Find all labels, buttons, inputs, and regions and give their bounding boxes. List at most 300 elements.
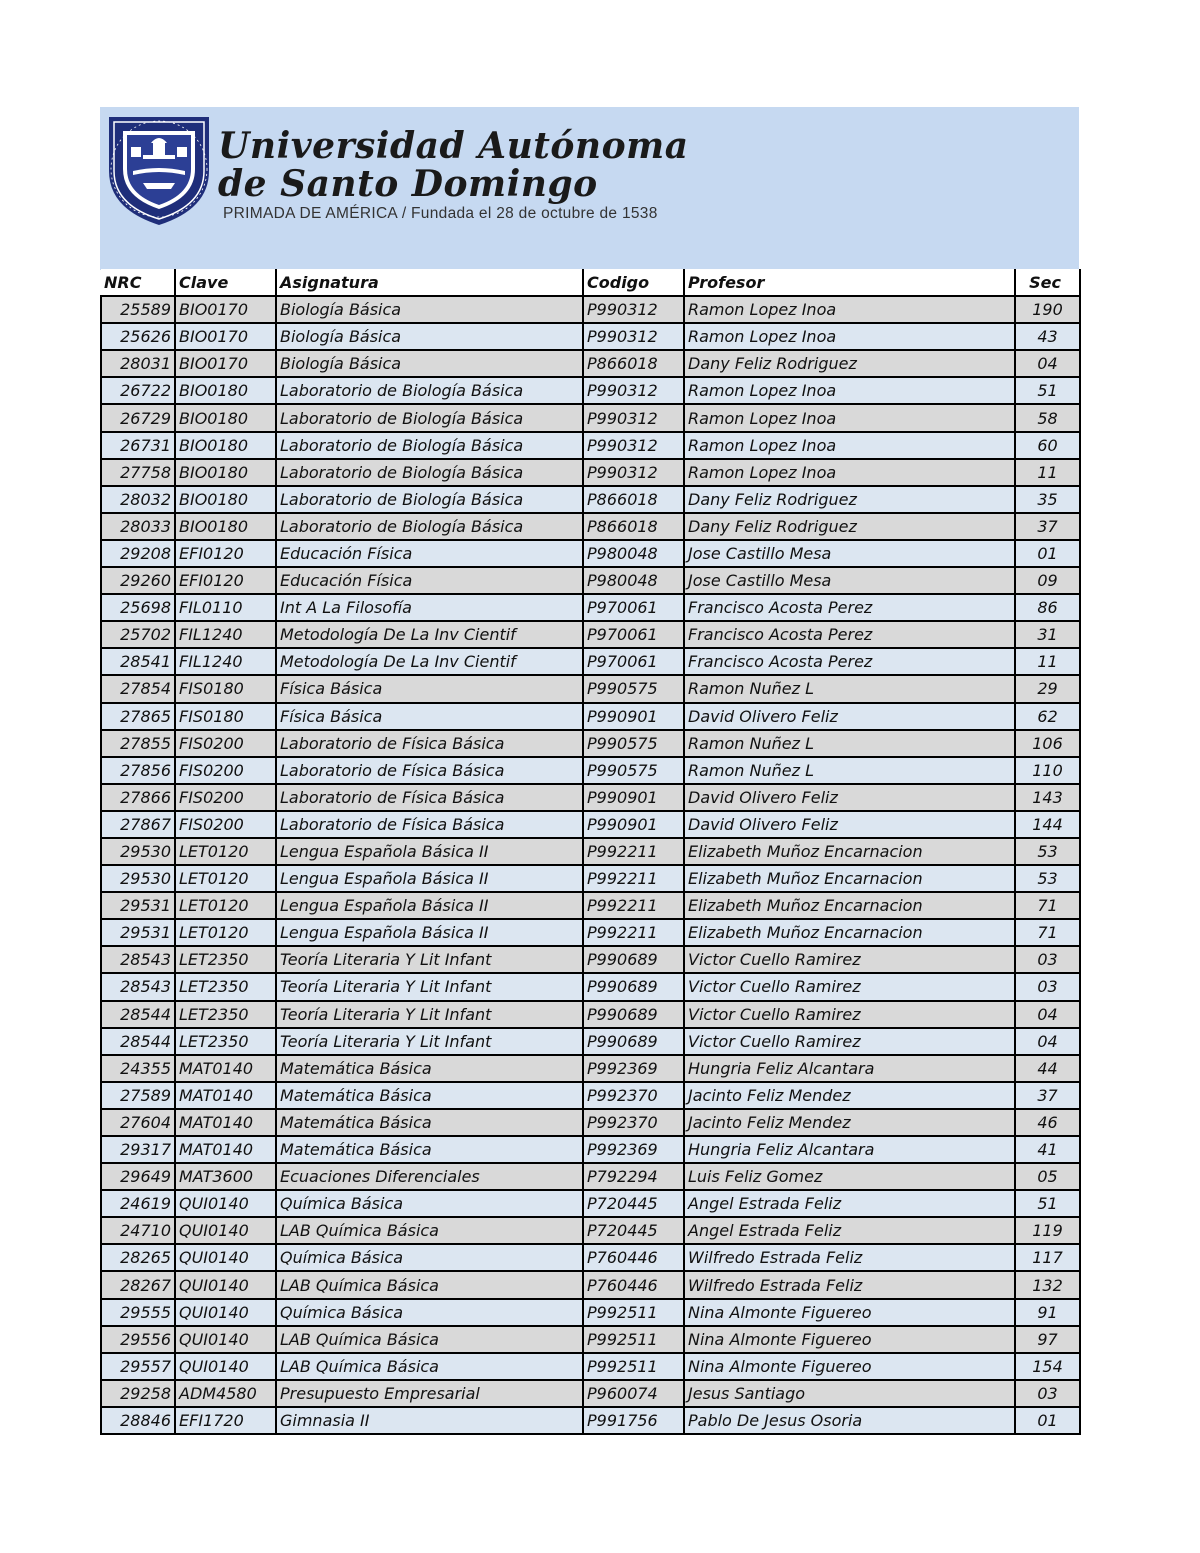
cell-clave: EFI0120 [175, 567, 276, 594]
cell-asignatura: Física Básica [276, 703, 583, 730]
cell-clave: LET0120 [175, 865, 276, 892]
cell-profesor: Ramon Lopez Inoa [684, 323, 1015, 350]
cell-sec: 86 [1015, 594, 1080, 621]
cell-codigo: P992511 [583, 1299, 684, 1326]
university-name-line2: de Santo Domingo [218, 163, 598, 205]
cell-asignatura: Teoría Literaria Y Lit Infant [276, 1028, 583, 1055]
cell-clave: QUI0140 [175, 1353, 276, 1380]
cell-profesor: Victor Cuello Ramirez [684, 1001, 1015, 1028]
cell-nrc: 25702 [101, 621, 175, 648]
cell-profesor: Nina Almonte Figuereo [684, 1326, 1015, 1353]
cell-asignatura: Laboratorio de Biología Básica [276, 513, 583, 540]
cell-sec: 04 [1015, 350, 1080, 377]
cell-codigo: P990312 [583, 296, 684, 323]
column-header-asignatura: Asignatura [276, 269, 583, 296]
table-row [101, 621, 1080, 648]
cell-sec: 46 [1015, 1109, 1080, 1136]
cell-codigo: P866018 [583, 486, 684, 513]
table-row [101, 1326, 1080, 1353]
cell-asignatura: Laboratorio de Física Básica [276, 784, 583, 811]
cell-profesor: Jose Castillo Mesa [684, 540, 1015, 567]
cell-profesor: Nina Almonte Figuereo [684, 1299, 1015, 1326]
cell-asignatura: Educación Física [276, 540, 583, 567]
cell-profesor: Ramon Lopez Inoa [684, 377, 1015, 404]
cell-clave: FIS0200 [175, 811, 276, 838]
cell-profesor: Dany Feliz Rodriguez [684, 350, 1015, 377]
cell-asignatura: Laboratorio de Física Básica [276, 757, 583, 784]
cell-codigo: P992370 [583, 1082, 684, 1109]
table-row [101, 1001, 1080, 1028]
table-row [101, 1136, 1080, 1163]
cell-nrc: 27589 [101, 1082, 175, 1109]
cell-sec: 03 [1015, 973, 1080, 1000]
cell-profesor: Angel Estrada Feliz [684, 1190, 1015, 1217]
table-row [101, 1353, 1080, 1380]
cell-codigo: P760446 [583, 1271, 684, 1298]
cell-profesor: Dany Feliz Rodriguez [684, 513, 1015, 540]
cell-profesor: Francisco Acosta Perez [684, 621, 1015, 648]
cell-codigo: P970061 [583, 621, 684, 648]
university-seal-icon [103, 109, 215, 229]
cell-codigo: P760446 [583, 1244, 684, 1271]
table-row [101, 648, 1080, 675]
cell-nrc: 29557 [101, 1353, 175, 1380]
cell-codigo: P720445 [583, 1190, 684, 1217]
cell-codigo: P992211 [583, 919, 684, 946]
cell-asignatura: Presupuesto Empresarial [276, 1380, 583, 1407]
cell-asignatura: Ecuaciones Diferenciales [276, 1163, 583, 1190]
cell-codigo: P990901 [583, 784, 684, 811]
cell-sec: 110 [1015, 757, 1080, 784]
cell-sec: 11 [1015, 459, 1080, 486]
table-row [101, 973, 1080, 1000]
cell-sec: 44 [1015, 1055, 1080, 1082]
cell-nrc: 28846 [101, 1407, 175, 1434]
cell-clave: LET0120 [175, 919, 276, 946]
cell-codigo: P992511 [583, 1353, 684, 1380]
cell-nrc: 29258 [101, 1380, 175, 1407]
table-row [101, 459, 1080, 486]
cell-clave: BIO0170 [175, 296, 276, 323]
cell-clave: MAT0140 [175, 1055, 276, 1082]
table-row [101, 757, 1080, 784]
cell-codigo: P992211 [583, 865, 684, 892]
table-row [101, 1380, 1080, 1407]
cell-asignatura: Matemática Básica [276, 1082, 583, 1109]
cell-profesor: Ramon Lopez Inoa [684, 459, 1015, 486]
cell-profesor: Elizabeth Muñoz Encarnacion [684, 892, 1015, 919]
cell-sec: 60 [1015, 432, 1080, 459]
cell-sec: 29 [1015, 675, 1080, 702]
cell-asignatura: Laboratorio de Física Básica [276, 730, 583, 757]
cell-profesor: Francisco Acosta Perez [684, 648, 1015, 675]
cell-codigo: P960074 [583, 1380, 684, 1407]
cell-codigo: P970061 [583, 648, 684, 675]
table-row [101, 838, 1080, 865]
university-name-line1: Universidad Autónoma [218, 125, 689, 167]
cell-sec: 190 [1015, 296, 1080, 323]
cell-asignatura: Int A La Filosofía [276, 594, 583, 621]
cell-nrc: 28543 [101, 946, 175, 973]
cell-codigo: P970061 [583, 594, 684, 621]
cell-sec: 119 [1015, 1217, 1080, 1244]
cell-sec: 04 [1015, 1028, 1080, 1055]
table-row [101, 540, 1080, 567]
cell-profesor: Jesus Santiago [684, 1380, 1015, 1407]
cell-nrc: 28033 [101, 513, 175, 540]
cell-asignatura: Matemática Básica [276, 1136, 583, 1163]
cell-codigo: P990901 [583, 703, 684, 730]
cell-clave: MAT0140 [175, 1082, 276, 1109]
cell-nrc: 27758 [101, 459, 175, 486]
cell-sec: 09 [1015, 567, 1080, 594]
table-body [101, 296, 1080, 1434]
cell-asignatura: LAB Química Básica [276, 1217, 583, 1244]
cell-asignatura: Laboratorio de Biología Básica [276, 432, 583, 459]
cell-codigo: P990575 [583, 757, 684, 784]
cell-codigo: P990575 [583, 675, 684, 702]
cell-clave: LET2350 [175, 1001, 276, 1028]
cell-profesor: Jacinto Feliz Mendez [684, 1109, 1015, 1136]
cell-clave: MAT0140 [175, 1109, 276, 1136]
table-row [101, 865, 1080, 892]
column-header-nrc: NRC [101, 269, 175, 296]
cell-nrc: 27865 [101, 703, 175, 730]
table-row [101, 1109, 1080, 1136]
cell-nrc: 28544 [101, 1001, 175, 1028]
cell-profesor: Francisco Acosta Perez [684, 594, 1015, 621]
cell-codigo: P866018 [583, 513, 684, 540]
cell-nrc: 25698 [101, 594, 175, 621]
cell-clave: QUI0140 [175, 1271, 276, 1298]
cell-clave: ADM4580 [175, 1380, 276, 1407]
table-row [101, 730, 1080, 757]
table-row [101, 323, 1080, 350]
cell-clave: FIS0200 [175, 757, 276, 784]
cell-sec: 51 [1015, 1190, 1080, 1217]
table-row [101, 1190, 1080, 1217]
cell-profesor: Ramon Nuñez L [684, 730, 1015, 757]
table-row [101, 1407, 1080, 1434]
cell-sec: 53 [1015, 838, 1080, 865]
cell-clave: LET0120 [175, 838, 276, 865]
cell-codigo: P992370 [583, 1109, 684, 1136]
cell-profesor: Angel Estrada Feliz [684, 1217, 1015, 1244]
cell-codigo: P990689 [583, 973, 684, 1000]
cell-clave: MAT0140 [175, 1136, 276, 1163]
cell-nrc: 27866 [101, 784, 175, 811]
cell-nrc: 29317 [101, 1136, 175, 1163]
cell-sec: 01 [1015, 1407, 1080, 1434]
cell-profesor: Ramon Nuñez L [684, 675, 1015, 702]
cell-sec: 106 [1015, 730, 1080, 757]
table-row [101, 919, 1080, 946]
cell-nrc: 25589 [101, 296, 175, 323]
cell-nrc: 27856 [101, 757, 175, 784]
cell-codigo: P991756 [583, 1407, 684, 1434]
table-row [101, 567, 1080, 594]
cell-asignatura: Química Básica [276, 1190, 583, 1217]
cell-sec: 05 [1015, 1163, 1080, 1190]
cell-profesor: Hungria Feliz Alcantara [684, 1055, 1015, 1082]
cell-sec: 01 [1015, 540, 1080, 567]
cell-sec: 144 [1015, 811, 1080, 838]
cell-clave: QUI0140 [175, 1326, 276, 1353]
cell-clave: FIL0110 [175, 594, 276, 621]
cell-sec: 37 [1015, 1082, 1080, 1109]
cell-nrc: 25626 [101, 323, 175, 350]
cell-clave: FIS0200 [175, 730, 276, 757]
cell-codigo: P990312 [583, 323, 684, 350]
cell-clave: LET0120 [175, 892, 276, 919]
cell-clave: BIO0170 [175, 323, 276, 350]
cell-nrc: 29530 [101, 865, 175, 892]
university-header [100, 107, 1079, 270]
column-header-codigo: Codigo [583, 269, 684, 296]
cell-nrc: 29555 [101, 1299, 175, 1326]
cell-clave: EFI0120 [175, 540, 276, 567]
cell-nrc: 28543 [101, 973, 175, 1000]
cell-asignatura: Laboratorio de Física Básica [276, 811, 583, 838]
cell-clave: QUI0140 [175, 1244, 276, 1271]
cell-nrc: 26729 [101, 404, 175, 431]
cell-clave: FIL1240 [175, 648, 276, 675]
table-row [101, 350, 1080, 377]
cell-clave: FIS0200 [175, 784, 276, 811]
cell-nrc: 28265 [101, 1244, 175, 1271]
cell-clave: BIO0180 [175, 432, 276, 459]
cell-codigo: P992369 [583, 1055, 684, 1082]
cell-nrc: 29556 [101, 1326, 175, 1353]
cell-profesor: Ramon Nuñez L [684, 757, 1015, 784]
cell-asignatura: Física Básica [276, 675, 583, 702]
cell-asignatura: Lengua Española Básica II [276, 919, 583, 946]
cell-clave: LET2350 [175, 946, 276, 973]
cell-asignatura: Lengua Española Básica II [276, 865, 583, 892]
cell-profesor: Elizabeth Muñoz Encarnacion [684, 865, 1015, 892]
cell-nrc: 24355 [101, 1055, 175, 1082]
cell-nrc: 29208 [101, 540, 175, 567]
cell-profesor: Nina Almonte Figuereo [684, 1353, 1015, 1380]
cell-asignatura: LAB Química Básica [276, 1271, 583, 1298]
cell-codigo: P990312 [583, 377, 684, 404]
cell-sec: 41 [1015, 1136, 1080, 1163]
cell-nrc: 26731 [101, 432, 175, 459]
cell-profesor: Jose Castillo Mesa [684, 567, 1015, 594]
cell-asignatura: LAB Química Básica [276, 1353, 583, 1380]
cell-codigo: P990312 [583, 432, 684, 459]
table-row [101, 703, 1080, 730]
cell-codigo: P992211 [583, 892, 684, 919]
cell-clave: QUI0140 [175, 1190, 276, 1217]
cell-asignatura: Teoría Literaria Y Lit Infant [276, 1001, 583, 1028]
university-name [218, 127, 689, 203]
cell-sec: 154 [1015, 1353, 1080, 1380]
table-header-row [101, 269, 1080, 296]
table-row [101, 1163, 1080, 1190]
cell-asignatura: Química Básica [276, 1299, 583, 1326]
cell-profesor: David Olivero Feliz [684, 811, 1015, 838]
cell-clave: BIO0180 [175, 459, 276, 486]
table-row [101, 377, 1080, 404]
cell-profesor: Victor Cuello Ramirez [684, 1028, 1015, 1055]
table-row [101, 404, 1080, 431]
cell-sec: 51 [1015, 377, 1080, 404]
cell-asignatura: Laboratorio de Biología Básica [276, 404, 583, 431]
cell-asignatura: Química Básica [276, 1244, 583, 1271]
cell-nrc: 29531 [101, 892, 175, 919]
cell-sec: 132 [1015, 1271, 1080, 1298]
cell-profesor: David Olivero Feliz [684, 703, 1015, 730]
cell-nrc: 27855 [101, 730, 175, 757]
cell-codigo: P990312 [583, 404, 684, 431]
cell-sec: 143 [1015, 784, 1080, 811]
cell-asignatura: Lengua Española Básica II [276, 838, 583, 865]
table-row [101, 1271, 1080, 1298]
cell-clave: MAT3600 [175, 1163, 276, 1190]
cell-profesor: Hungria Feliz Alcantara [684, 1136, 1015, 1163]
cell-sec: 117 [1015, 1244, 1080, 1271]
cell-profesor: Jacinto Feliz Mendez [684, 1082, 1015, 1109]
cell-codigo: P720445 [583, 1217, 684, 1244]
cell-clave: FIS0180 [175, 703, 276, 730]
table-row [101, 296, 1080, 323]
cell-clave: QUI0140 [175, 1299, 276, 1326]
cell-sec: 31 [1015, 621, 1080, 648]
cell-codigo: P990901 [583, 811, 684, 838]
column-header-profesor: Profesor [684, 269, 1015, 296]
cell-clave: FIS0180 [175, 675, 276, 702]
cell-clave: EFI1720 [175, 1407, 276, 1434]
cell-sec: 58 [1015, 404, 1080, 431]
table-row [101, 892, 1080, 919]
cell-clave: QUI0140 [175, 1217, 276, 1244]
table-row [101, 1055, 1080, 1082]
cell-nrc: 29530 [101, 838, 175, 865]
column-header-clave: Clave [175, 269, 276, 296]
cell-nrc: 24710 [101, 1217, 175, 1244]
cell-asignatura: Laboratorio de Biología Básica [276, 486, 583, 513]
cell-asignatura: Gimnasia II [276, 1407, 583, 1434]
cell-sec: 35 [1015, 486, 1080, 513]
cell-sec: 03 [1015, 946, 1080, 973]
cell-asignatura: Laboratorio de Biología Básica [276, 377, 583, 404]
cell-profesor: Victor Cuello Ramirez [684, 946, 1015, 973]
table-row [101, 594, 1080, 621]
cell-codigo: P992369 [583, 1136, 684, 1163]
cell-profesor: Ramon Lopez Inoa [684, 296, 1015, 323]
cell-clave: BIO0180 [175, 404, 276, 431]
cell-nrc: 28541 [101, 648, 175, 675]
cell-codigo: P866018 [583, 350, 684, 377]
cell-asignatura: Matemática Básica [276, 1109, 583, 1136]
cell-asignatura: Metodología De La Inv Cientif [276, 648, 583, 675]
cell-nrc: 24619 [101, 1190, 175, 1217]
cell-profesor: Ramon Lopez Inoa [684, 404, 1015, 431]
cell-sec: 03 [1015, 1380, 1080, 1407]
cell-sec: 71 [1015, 892, 1080, 919]
cell-nrc: 29649 [101, 1163, 175, 1190]
cell-asignatura: LAB Química Básica [276, 1326, 583, 1353]
cell-asignatura: Teoría Literaria Y Lit Infant [276, 973, 583, 1000]
table-row [101, 486, 1080, 513]
cell-sec: 71 [1015, 919, 1080, 946]
cell-nrc: 27867 [101, 811, 175, 838]
table-row [101, 1299, 1080, 1326]
cell-profesor: Elizabeth Muñoz Encarnacion [684, 919, 1015, 946]
cell-asignatura: Lengua Española Básica II [276, 892, 583, 919]
cell-profesor: Elizabeth Muñoz Encarnacion [684, 838, 1015, 865]
cell-asignatura: Teoría Literaria Y Lit Infant [276, 946, 583, 973]
cell-asignatura: Laboratorio de Biología Básica [276, 459, 583, 486]
cell-profesor: David Olivero Feliz [684, 784, 1015, 811]
cell-asignatura: Educación Física [276, 567, 583, 594]
table-row [101, 432, 1080, 459]
cell-sec: 62 [1015, 703, 1080, 730]
cell-nrc: 28031 [101, 350, 175, 377]
cell-codigo: P992211 [583, 838, 684, 865]
cell-asignatura: Biología Básica [276, 296, 583, 323]
table-row [101, 811, 1080, 838]
cell-sec: 53 [1015, 865, 1080, 892]
table-row [101, 513, 1080, 540]
table-row [101, 1028, 1080, 1055]
cell-clave: LET2350 [175, 973, 276, 1000]
cell-clave: LET2350 [175, 1028, 276, 1055]
table-row [101, 1082, 1080, 1109]
cell-codigo: P980048 [583, 567, 684, 594]
course-table [100, 269, 1081, 1435]
cell-codigo: P990575 [583, 730, 684, 757]
cell-codigo: P792294 [583, 1163, 684, 1190]
cell-sec: 04 [1015, 1001, 1080, 1028]
cell-clave: BIO0180 [175, 377, 276, 404]
cell-asignatura: Metodología De La Inv Cientif [276, 621, 583, 648]
cell-nrc: 26722 [101, 377, 175, 404]
cell-clave: BIO0180 [175, 513, 276, 540]
cell-profesor: Luis Feliz Gomez [684, 1163, 1015, 1190]
cell-codigo: P990689 [583, 1028, 684, 1055]
university-subtitle: PRIMADA DE AMÉRICA / Fundada el 28 de octubre de 1538 [223, 205, 658, 222]
table-row [101, 784, 1080, 811]
table-row [101, 946, 1080, 973]
cell-nrc: 27604 [101, 1109, 175, 1136]
cell-codigo: P980048 [583, 540, 684, 567]
cell-sec: 91 [1015, 1299, 1080, 1326]
cell-clave: BIO0180 [175, 486, 276, 513]
cell-nrc: 29260 [101, 567, 175, 594]
cell-profesor: Pablo De Jesus Osoria [684, 1407, 1015, 1434]
cell-nrc: 28544 [101, 1028, 175, 1055]
table-row [101, 1244, 1080, 1271]
cell-profesor: Ramon Lopez Inoa [684, 432, 1015, 459]
cell-sec: 37 [1015, 513, 1080, 540]
cell-codigo: P990689 [583, 946, 684, 973]
cell-asignatura: Biología Básica [276, 350, 583, 377]
cell-sec: 11 [1015, 648, 1080, 675]
cell-codigo: P992511 [583, 1326, 684, 1353]
cell-clave: BIO0170 [175, 350, 276, 377]
table-row [101, 1217, 1080, 1244]
cell-codigo: P990312 [583, 459, 684, 486]
table-row [101, 675, 1080, 702]
cell-clave: FIL1240 [175, 621, 276, 648]
cell-sec: 43 [1015, 323, 1080, 350]
cell-asignatura: Biología Básica [276, 323, 583, 350]
column-header-sec: Sec [1015, 269, 1080, 296]
cell-nrc: 29531 [101, 919, 175, 946]
cell-profesor: Victor Cuello Ramirez [684, 973, 1015, 1000]
